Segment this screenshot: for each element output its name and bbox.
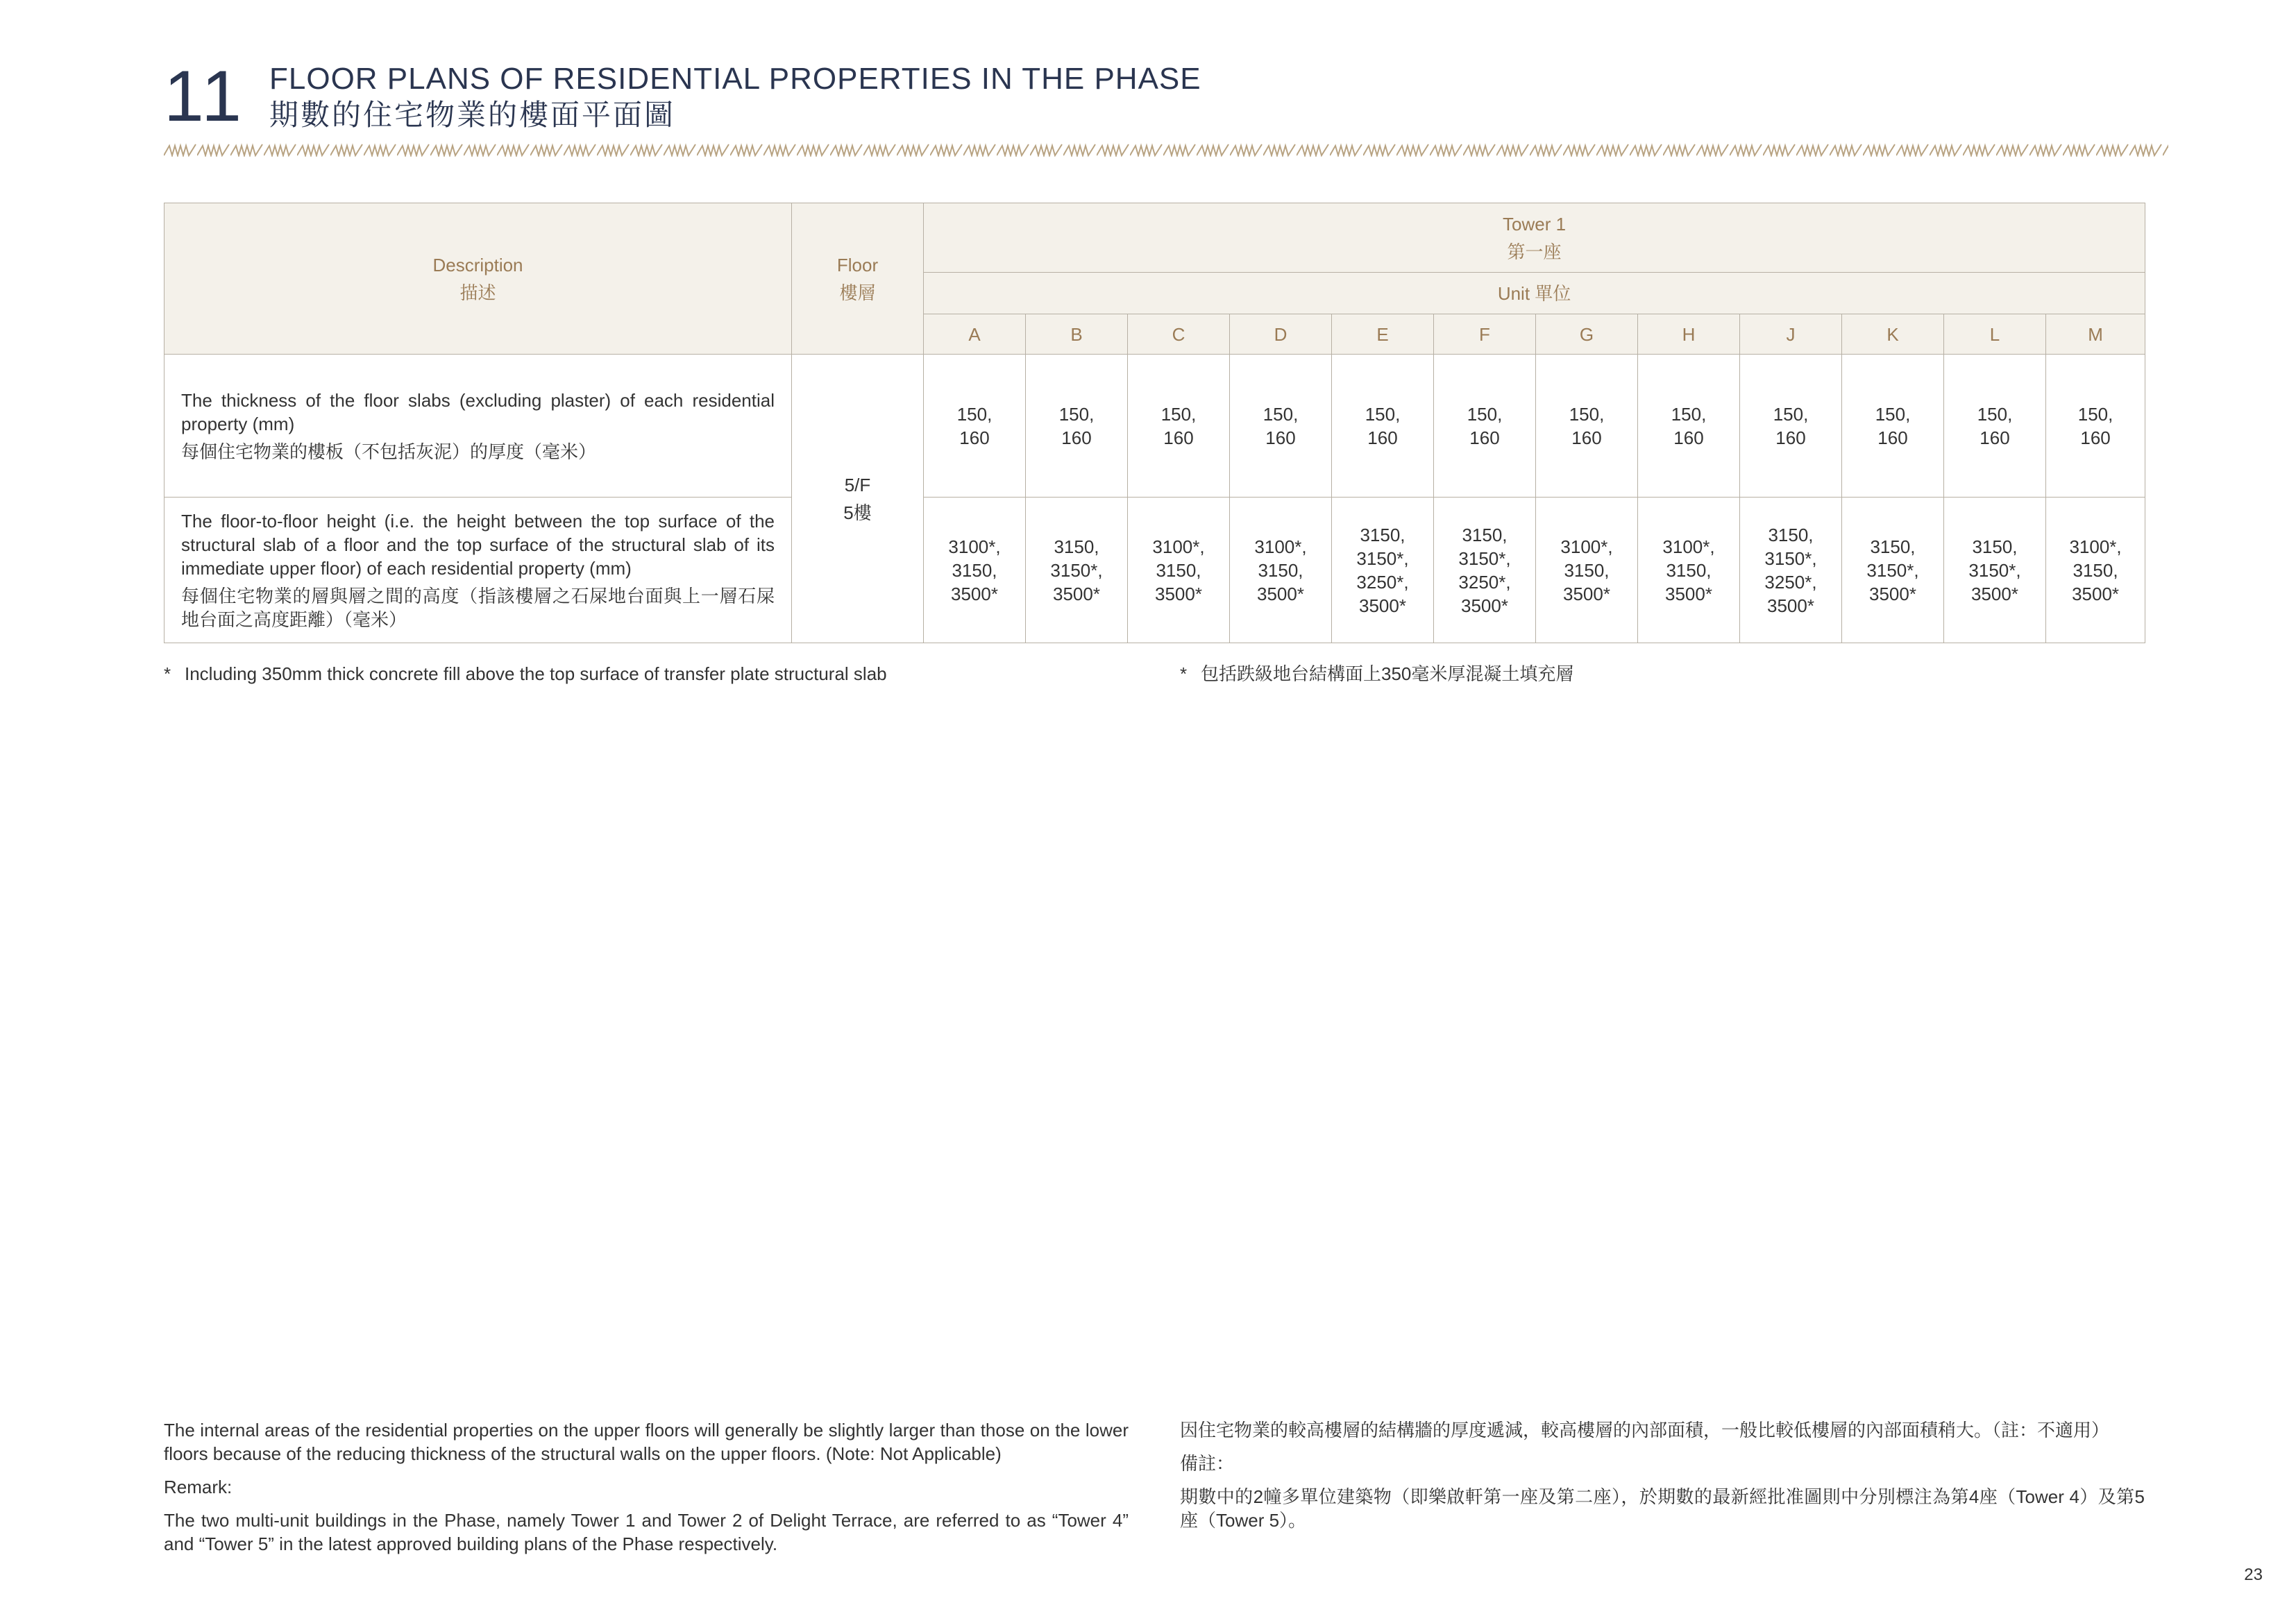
- remark-label-en: Remark:: [164, 1477, 233, 1497]
- value-cell: 150, 160: [1638, 355, 1740, 498]
- unit-header: Unit 單位: [924, 273, 2145, 314]
- unit-col-header: G: [1536, 314, 1638, 355]
- value-cell: 3100*, 3150, 3500*: [924, 498, 1026, 643]
- unit-col-header: L: [1944, 314, 2046, 355]
- row-description: [164, 355, 792, 498]
- unit-col-header: A: [924, 314, 1026, 355]
- description-label-zh: 描述: [459, 282, 496, 303]
- table-row: [164, 355, 2145, 498]
- row-description-zh: 每個住宅物業的樓板（不包括灰泥）的厚度（毫米）: [181, 441, 597, 462]
- floor-label-zh: 樓層: [839, 282, 876, 303]
- value-cell: 150, 160: [1230, 355, 1332, 498]
- section-title-en: FLOOR PLANS OF RESIDENTIAL PROPERTIES IN THE PHASE: [269, 62, 1201, 96]
- internal-area-note-en: The internal areas of the residential properties on the upper floors will generally be slightly larger than those on the lower floors because of the reducing thickness of the structural walls on the upper floors. (Note: Not Applicable): [164, 1420, 1129, 1464]
- value-cell: 150, 160: [1536, 355, 1638, 498]
- unit-col-header: F: [1434, 314, 1536, 355]
- tower-label-en: Tower 1: [1503, 213, 1567, 235]
- description-header: [164, 203, 792, 355]
- value-cell: 3100*, 3150, 3500*: [1230, 498, 1332, 643]
- value-cell: 3100*, 3150, 3500*: [1638, 498, 1740, 643]
- value-cell: 3150, 3150*, 3500*: [1026, 498, 1128, 643]
- tower-header: [924, 203, 2145, 273]
- value-cell: 150, 160: [1332, 355, 1434, 498]
- floor-value-en: 5/F: [844, 474, 871, 495]
- value-cell: 150, 160: [1128, 355, 1230, 498]
- floor-data-table: [164, 203, 2145, 643]
- value-cell: 150, 160: [1740, 355, 1842, 498]
- value-cell: 3150, 3150*, 3500*: [1944, 498, 2046, 643]
- remark-label-zh: 備註：: [1180, 1453, 1235, 1474]
- description-label-en: Description: [432, 254, 523, 275]
- value-cell: 3100*, 3150, 3500*: [1128, 498, 1230, 643]
- unit-col-header: D: [1230, 314, 1332, 355]
- value-cell: 3150, 3150*, 3250*, 3500*: [1740, 498, 1842, 643]
- unit-col-header: J: [1740, 314, 1842, 355]
- value-cell: 3150, 3150*, 3500*: [1842, 498, 1944, 643]
- page-number: 23: [2244, 1565, 2263, 1584]
- floor-value-zh: 5樓: [843, 502, 872, 523]
- row-description-en: The floor-to-floor height (i.e. the height between the top surface of the structural slab of a floor and the top surface of the structural slab of its immediate upper floor) of each residential property (mm): [181, 510, 775, 579]
- remarks-zh: [1180, 1418, 2145, 1542]
- decorative-pattern: [164, 143, 2168, 157]
- tower-label-zh: 第一座: [1507, 241, 1562, 262]
- value-cell: 3100*, 3150, 3500*: [2046, 498, 2145, 643]
- remarks-en: [164, 1418, 1129, 1565]
- footnote-star: *: [1180, 663, 1188, 684]
- value-cell: 150, 160: [1026, 355, 1128, 498]
- floor-header: [792, 203, 924, 355]
- floor-label-en: Floor: [836, 254, 879, 275]
- unit-col-header: B: [1026, 314, 1128, 355]
- footnote-text-en: Including 350mm thick concrete fill above the top surface of transfer plate structural slab: [185, 663, 887, 684]
- section-title: [269, 61, 1380, 133]
- value-cell: 3100*, 3150, 3500*: [1536, 498, 1638, 643]
- internal-area-note-zh: 因住宅物業的較高樓層的結構牆的厚度遞減，較高樓層的內部面積，一般比較低樓層的內部面積稍大。（註：不適用）: [1180, 1420, 2110, 1441]
- value-cell: 150, 160: [924, 355, 1026, 498]
- unit-col-header: K: [1842, 314, 1944, 355]
- section-number: 11: [164, 56, 244, 137]
- value-cell: 150, 160: [1944, 355, 2046, 498]
- value-cell: 3150, 3150*, 3250*, 3500*: [1332, 498, 1434, 643]
- footnote-star: *: [164, 663, 171, 684]
- value-cell: 150, 160: [1842, 355, 1944, 498]
- remark-text-en: The two multi-unit buildings in the Phase, namely Tower 1 and Tower 2 of Delight Terrace, are referred to as “Tower 4” and “Tower 5” in the latest approved building plans of the Phase respectively.: [164, 1510, 1129, 1554]
- unit-col-header: C: [1128, 314, 1230, 355]
- unit-col-header: M: [2046, 314, 2145, 355]
- unit-col-header: H: [1638, 314, 1740, 355]
- row-description-zh: 每個住宅物業的層與層之間的高度（指該樓層之石屎地台面與上一層石屎地台面之高度距離）（毫米）: [181, 585, 775, 630]
- row-description-en: The thickness of the floor slabs (excluding plaster) of each residential property (mm): [181, 389, 775, 434]
- value-cell: 150, 160: [2046, 355, 2145, 498]
- unit-col-header: E: [1332, 314, 1434, 355]
- footnote-text-zh: 包括跌級地台結構面上350毫米厚混凝土填充層: [1201, 663, 1574, 684]
- section-title-zh: 期數的住宅物業的樓面平面圖: [269, 99, 676, 131]
- value-cell: 150, 160: [1434, 355, 1536, 498]
- floor-cell: [792, 355, 924, 643]
- footnote-zh: [1180, 662, 1573, 686]
- value-cell: 3150, 3150*, 3250*, 3500*: [1434, 498, 1536, 643]
- footnote-en: [164, 662, 887, 686]
- remark-text-zh: 期數中的2幢多單位建築物（即樂啟軒第一座及第二座），於期數的最新經批准圖則中分別標注為第4座（Tower 4）及第5座（Tower 5）。: [1180, 1486, 2145, 1531]
- row-description: [164, 498, 792, 643]
- table-row: [164, 498, 2145, 643]
